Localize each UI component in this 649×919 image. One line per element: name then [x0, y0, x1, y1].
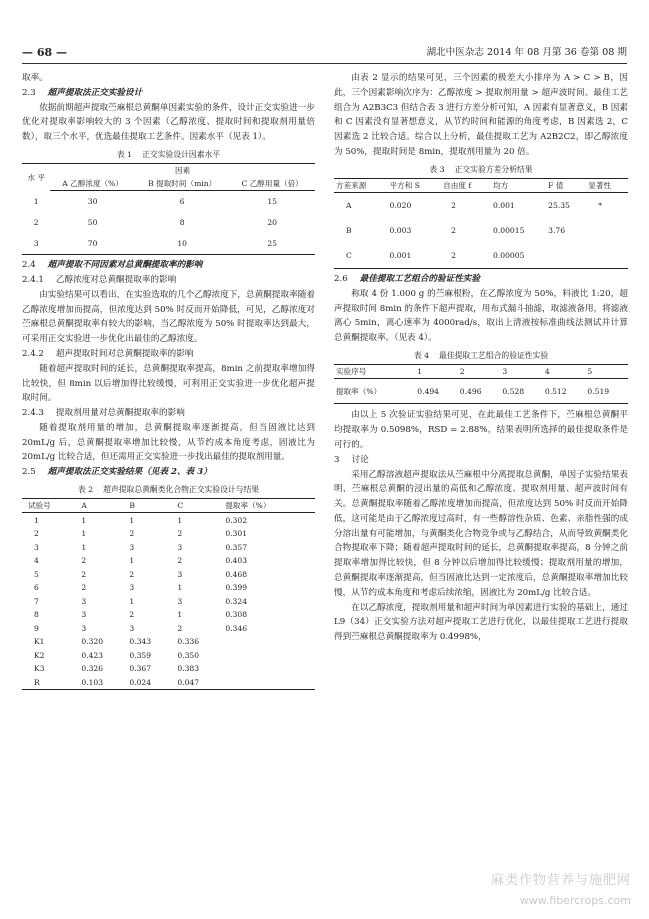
table-3 [334, 178, 628, 269]
table-cell: 6 [179, 197, 185, 207]
table-cell: 0.103 [81, 677, 104, 687]
table-header-cell: B 提取时间（min） [135, 177, 229, 191]
table-1 [22, 163, 315, 255]
page-number: — 68 — [22, 46, 67, 59]
table-cell: 0.403 [225, 556, 248, 566]
table-row [334, 193, 628, 219]
table-row [22, 527, 315, 541]
caption-number: 表 3 [429, 164, 445, 174]
table-cell: 2 [129, 610, 135, 620]
table-4-caption [334, 349, 628, 362]
table-header-cell: C 乙醇用量（倍） [229, 177, 315, 191]
table-cell: 0.001 [493, 201, 515, 211]
table-cell: 0.020 [389, 201, 412, 211]
table-cell: 0.367 [129, 664, 152, 674]
table-row [22, 675, 315, 689]
table-cell: 6 [34, 583, 39, 593]
table-cell: 0.308 [225, 610, 248, 620]
table-cell: 1 [129, 515, 135, 525]
table-cell: 3 [177, 596, 183, 606]
table-row [22, 233, 315, 255]
table-header-cell: A [79, 499, 127, 513]
table-cell: 3 [129, 623, 135, 633]
table-cell: K2 [34, 650, 45, 660]
section-number: 2.3 [22, 87, 36, 98]
table-cell: 0.496 [459, 386, 482, 396]
section-heading-2-5 [22, 465, 315, 480]
table-cell: 2 [129, 569, 135, 579]
table-cell: 3 [34, 542, 39, 552]
table-cell: 2 [451, 251, 456, 261]
table-cell: 2 [81, 583, 87, 593]
watermark [491, 870, 631, 911]
table-cell: 1 [129, 596, 135, 606]
header-rule [22, 63, 627, 64]
table-header-cell: A 乙醇浓度（%） [50, 177, 135, 191]
paragraph-ethanol: 由实验结果可以看出，在实验选取的几个乙醇浓度下，总黄酮提取率随着乙醇浓度增加而提高，但浓度达到 50% 时反而开始降低，可见，乙醇浓度对苎麻根总黄酮提取率有较大的影响，当乙醇浓度为 50% 时提取率达到最大，可采用正交实验进一步优化出最佳的乙醇浓度。 [22, 289, 315, 345]
table-cell: 1 [34, 515, 39, 525]
section-heading-2-4 [22, 258, 315, 273]
table-cell: 2 [33, 218, 39, 228]
section-number: 2.4.2 [22, 349, 44, 359]
table-cell: 0.519 [587, 386, 610, 396]
caption-text: 正交实验方差分析结果 [454, 164, 533, 174]
table-header-cell: 平方和 S [388, 179, 442, 193]
table-cell [223, 675, 315, 689]
table-cell: 0.00015 [493, 226, 525, 236]
caption-text: 正交实验设计因素水平 [142, 149, 221, 159]
section-number: 2.5 [22, 467, 36, 478]
table-cell: 0.350 [177, 650, 200, 660]
table-cell [223, 635, 315, 649]
table-cell: 15 [267, 197, 277, 207]
table-header-cell: C [175, 499, 223, 513]
section-title: 超声提取法正交实验结果（见表 2、表 3） [47, 467, 212, 478]
table-header-group: 因素 [175, 166, 191, 176]
paragraph-conclusion: 在以乙醇浓度，提取剂用量和超声时间为单因素进行实验的基础上，通过 L9（34）正交实验方法对超声提取工艺进行优化，以最佳提取工艺进行提取得到苎麻根总黄酮提取率为 0.4998%， [334, 602, 628, 643]
table-cell: 2 [177, 529, 183, 539]
watermark-site-name: 麻类作物营养与施肥网 [490, 872, 631, 888]
table-cell: 0.357 [225, 542, 248, 552]
table-cell: 4 [34, 556, 39, 566]
table-row [334, 218, 628, 243]
section-heading-2-4-3 [22, 406, 315, 421]
table-cell: 3 [81, 610, 87, 620]
table-4 [334, 364, 628, 404]
table-cell: A [346, 201, 352, 211]
table-cell: 8 [179, 218, 185, 228]
table-row [22, 608, 315, 622]
table-cell: 3 [81, 623, 87, 633]
table-header-cell: 方差来源 [334, 179, 388, 193]
table-cell: 0.336 [177, 637, 200, 647]
table-row [22, 540, 315, 554]
table-cell: 0.00005 [493, 251, 525, 261]
table-cell: 3 [177, 569, 183, 579]
section-heading-2-6 [334, 272, 628, 287]
table-row [334, 379, 628, 404]
table-cell [586, 218, 628, 243]
table-cell: 1 [129, 556, 135, 566]
table-cell: R [34, 677, 40, 687]
table-cell: 50 [87, 218, 98, 228]
table-cell: 3 [33, 239, 39, 249]
table-cell: 25 [267, 239, 277, 249]
section-number: 2.4.3 [22, 408, 44, 419]
table-header-cell: 自由度 f [441, 179, 491, 193]
caption-number: 表 4 [413, 351, 430, 360]
table-cell: 0.399 [225, 583, 248, 593]
paragraph-design: 依据前期超声提取苎麻根总黄酮单因素实验的条件，设计正交实验进一步优化对提取率影响较大的 3 个因素（乙醇浓度、提取时间和提取剂用量倍数），取三个水平，优选最佳提取工艺条件。因素水平（见表 1）。 [22, 102, 315, 143]
table-cell: 0.343 [129, 637, 152, 647]
section-heading-2-4-1 [22, 273, 315, 288]
table-row [22, 554, 315, 568]
table-header-cell: 水 平 [27, 173, 45, 183]
table-cell: 20 [267, 218, 277, 228]
table-cell: 7 [34, 596, 39, 606]
table-cell: 3.76 [548, 226, 566, 236]
table-cell: 10 [177, 239, 187, 249]
section-title: 超声提取不同因素对总黄酮提取率的影响 [47, 260, 203, 271]
table-cell: K3 [34, 664, 45, 674]
table-cell: 2 [81, 569, 87, 579]
table-row [22, 513, 315, 527]
table-cell: 2 [451, 226, 456, 236]
table-cell: 0.326 [81, 664, 104, 674]
table-header-cell: 试验号 [22, 499, 79, 513]
table-cell: 5 [34, 569, 39, 579]
table-header-cell: 4 [543, 365, 586, 379]
table-row [22, 567, 315, 581]
table-cell: 1 [81, 542, 87, 552]
table-header-cell: 2 [458, 365, 501, 379]
table-cell: 1 [177, 515, 183, 525]
table-header-cell: 提取率（%） [223, 499, 315, 513]
table-cell: 0.423 [81, 650, 104, 660]
caption-text: 最佳提取工艺组合的验证性实验 [439, 351, 549, 360]
section-title: 超声提取时间对总黄酮提取率的影响 [55, 349, 194, 359]
table-cell: 2 [129, 529, 135, 539]
table-cell: 2 [177, 623, 183, 633]
watermark-url: www.fibercrops.com [519, 894, 631, 908]
paragraph-range-analysis: 由表 2 显示的结果可见，三个因素的极差大小排序为 A > C > B，因此，三个因素影响次序为：乙醇浓度 > 提取剂用量 > 超声波时间。最佳工艺组合为 A2B3C3 但结合表 3 进行方差分析可知，A 因素有显著意义，B 因素和 C 因素没有显著想意义，从节约时间和能源的角度考虑，B 因素选 2，C 因素选 2 比较合适。综合以上分析，最佳提取工艺为 A2B2C2，即乙醇浓度为 50%，提取时间是 8min，提取剂用量为 20 倍。 [334, 73, 628, 157]
table-cell: 30 [87, 197, 98, 207]
table-cell: 0.324 [225, 596, 248, 606]
table-cell: 3 [81, 596, 87, 606]
section-title: 最佳提取工艺组合的验证性实验 [359, 274, 480, 285]
table-cell: 2 [177, 556, 183, 566]
paragraph-validation-result: 由以上 5 次验证实验结果可见，在此最佳工艺条件下，苎麻根总黄酮平均提取率为 0.5098%，RSD = 2.88%，结果表明所选择的最佳提取条件是可行的。 [334, 410, 628, 450]
table-cell: 70 [87, 239, 98, 249]
section-number: 2.4.1 [22, 275, 44, 286]
table-cell: 0.047 [177, 677, 200, 687]
table-row [334, 243, 628, 269]
table-header-cell: B [127, 499, 175, 513]
paragraph-solvent: 随着提取剂用量的增加，总黄酮提取率逐渐提高，但当固液比达到 20mL/g 后，总黄酮提取率增加比较慢，从节约成本角度考虑，固液比为 20mL/g 比较合适，但还需用正交实验进一步找出最佳的提取剂用量。 [22, 422, 315, 463]
table-cell: * [598, 201, 603, 211]
table-cell: 0.383 [177, 664, 200, 674]
table-header-cell: 5 [585, 365, 628, 379]
section-heading-2-4-2 [22, 347, 315, 362]
table-cell: 0.001 [389, 251, 412, 261]
running-header [22, 44, 627, 60]
table-header-cell: 3 [500, 365, 543, 379]
table-cell: 1 [81, 515, 87, 525]
left-column [22, 71, 315, 690]
table-row [22, 621, 315, 635]
table-cell: 0.003 [389, 226, 412, 236]
table-row [22, 581, 315, 595]
table-cell: 0.528 [502, 386, 525, 396]
table-header-cell: 1 [415, 365, 458, 379]
table-cell: 2 [451, 201, 456, 211]
table-cell [546, 243, 586, 269]
section-number: 2.6 [334, 274, 348, 285]
table-cell: 0.359 [129, 650, 152, 660]
table-cell: 0.494 [417, 386, 440, 396]
table-cell: 1 [33, 197, 39, 207]
table-cell: 1 [177, 583, 183, 593]
table-cell [586, 243, 628, 269]
section-title: 超声提取法正交实验设计 [47, 87, 143, 98]
paragraph-discussion: 采用乙醇溶液超声提取法从苎麻根中分离提取总黄酮，单因子实验结果表明，苎麻根总黄酮的浸出量的高低和乙醇浓度、提取剂用量、超声波时间有关。总黄酮提取率随着乙醇浓度增加而提高，但浓度达到 50% 时反而开始降低，这可能是由于乙醇浓度过高时，有一些醇溶性杂质、色素、亲脂性强的成分溶出量有可能增加，与黄酮类化合物竞争或与乙醇结合，从而导致黄酮类化合物提取率下降；随着超声提取时间的延长，总黄酮提取率提高，8 分钟之前提取率增加得比较快，但 8 分钟以后增加得比较缓慢；提取剂用量的增加，总黄酮提取率逐渐提高，但当固液比达到一定浓度后，总黄酮提取率增加比较慢，从节约成本角度和考虑后续浓缩，固液比为 20mL/g 比较合适。 [334, 469, 628, 598]
table-cell: 0.024 [129, 677, 152, 687]
table-row [22, 191, 315, 213]
caption-number: 表 2 [77, 485, 94, 495]
table-2 [22, 498, 315, 690]
table-cell: 2 [34, 529, 39, 539]
table-cell: 0.301 [225, 529, 248, 539]
caption-text: 超声提取总黄酮类化合物正交实验设计与结果 [103, 485, 260, 495]
table-cell: 8 [34, 610, 39, 620]
section-heading-2-3 [22, 86, 315, 101]
section-title: 乙醇浓度对总黄酮提取率的影响 [55, 275, 177, 286]
table-cell: 9 [34, 623, 39, 633]
table-row [22, 594, 315, 608]
table-cell: 0.320 [81, 637, 104, 647]
table-cell: 3 [129, 542, 135, 552]
paragraph-time: 随着超声提取时间的延长，总黄酮提取率提高，8min 之前提取率增加得比较快，但 8min 以后增加得比较缓慢，可利用正交实验进一步优化超声提取时间。 [22, 363, 315, 404]
table-cell: K1 [34, 637, 45, 647]
right-column [334, 71, 628, 645]
table-cell: 0.302 [225, 515, 248, 525]
table-cell: 25.35 [548, 201, 570, 211]
table-cell: 2 [81, 556, 87, 566]
table-header-cell: 显著性 [586, 179, 628, 193]
table-row [22, 212, 315, 233]
paragraph-validation: 称取 4 份 1.000 g 的苎麻根粉，在乙醇浓度为 50%，料液比 1:20，超声提取时间 8min 的条件下超声提取，用布式漏斗抽滤，取滤液备用，将滤液离心 5min，离心速率为 4000rad/s，取出上清液按标准曲线法测试并计算总黄酮提取率。（见表 4）。 [334, 288, 628, 344]
journal-title: 湖北中医杂志 2014 年 08 月第 36 卷第 08 期 [426, 47, 627, 58]
table-cell: 3 [177, 542, 183, 552]
table-cell: 0.468 [225, 569, 248, 579]
table-cell: 3 [129, 583, 135, 593]
table-row [22, 662, 315, 676]
table-cell: 1 [177, 610, 183, 620]
table-1-caption [22, 148, 315, 161]
table-cell [223, 662, 315, 676]
table-cell [223, 648, 315, 662]
table-header-cell: F 值 [546, 179, 586, 193]
table-header-cell: 均方 [491, 179, 546, 193]
paragraph-continuation: 取率。 [22, 73, 48, 83]
table-cell: 0.512 [544, 386, 567, 396]
table-cell: 提取率（%） [336, 386, 382, 396]
table-cell: B [346, 226, 352, 236]
section-heading-3 [334, 453, 628, 468]
table-row [22, 635, 315, 649]
table-cell: 0.346 [225, 623, 248, 633]
table-cell: C [346, 251, 352, 261]
table-row [22, 648, 315, 662]
table-cell: 1 [81, 529, 87, 539]
caption-number: 表 1 [116, 149, 133, 159]
table-3-caption [334, 163, 628, 176]
section-title: 讨论 [351, 454, 369, 465]
section-number: 2.4 [22, 260, 36, 271]
table-2-caption [22, 483, 315, 496]
table-header-cell: 实验序号 [334, 365, 415, 379]
section-title: 提取剂用量对总黄酮提取率的影响 [55, 408, 185, 419]
section-number: 3 [334, 454, 340, 465]
